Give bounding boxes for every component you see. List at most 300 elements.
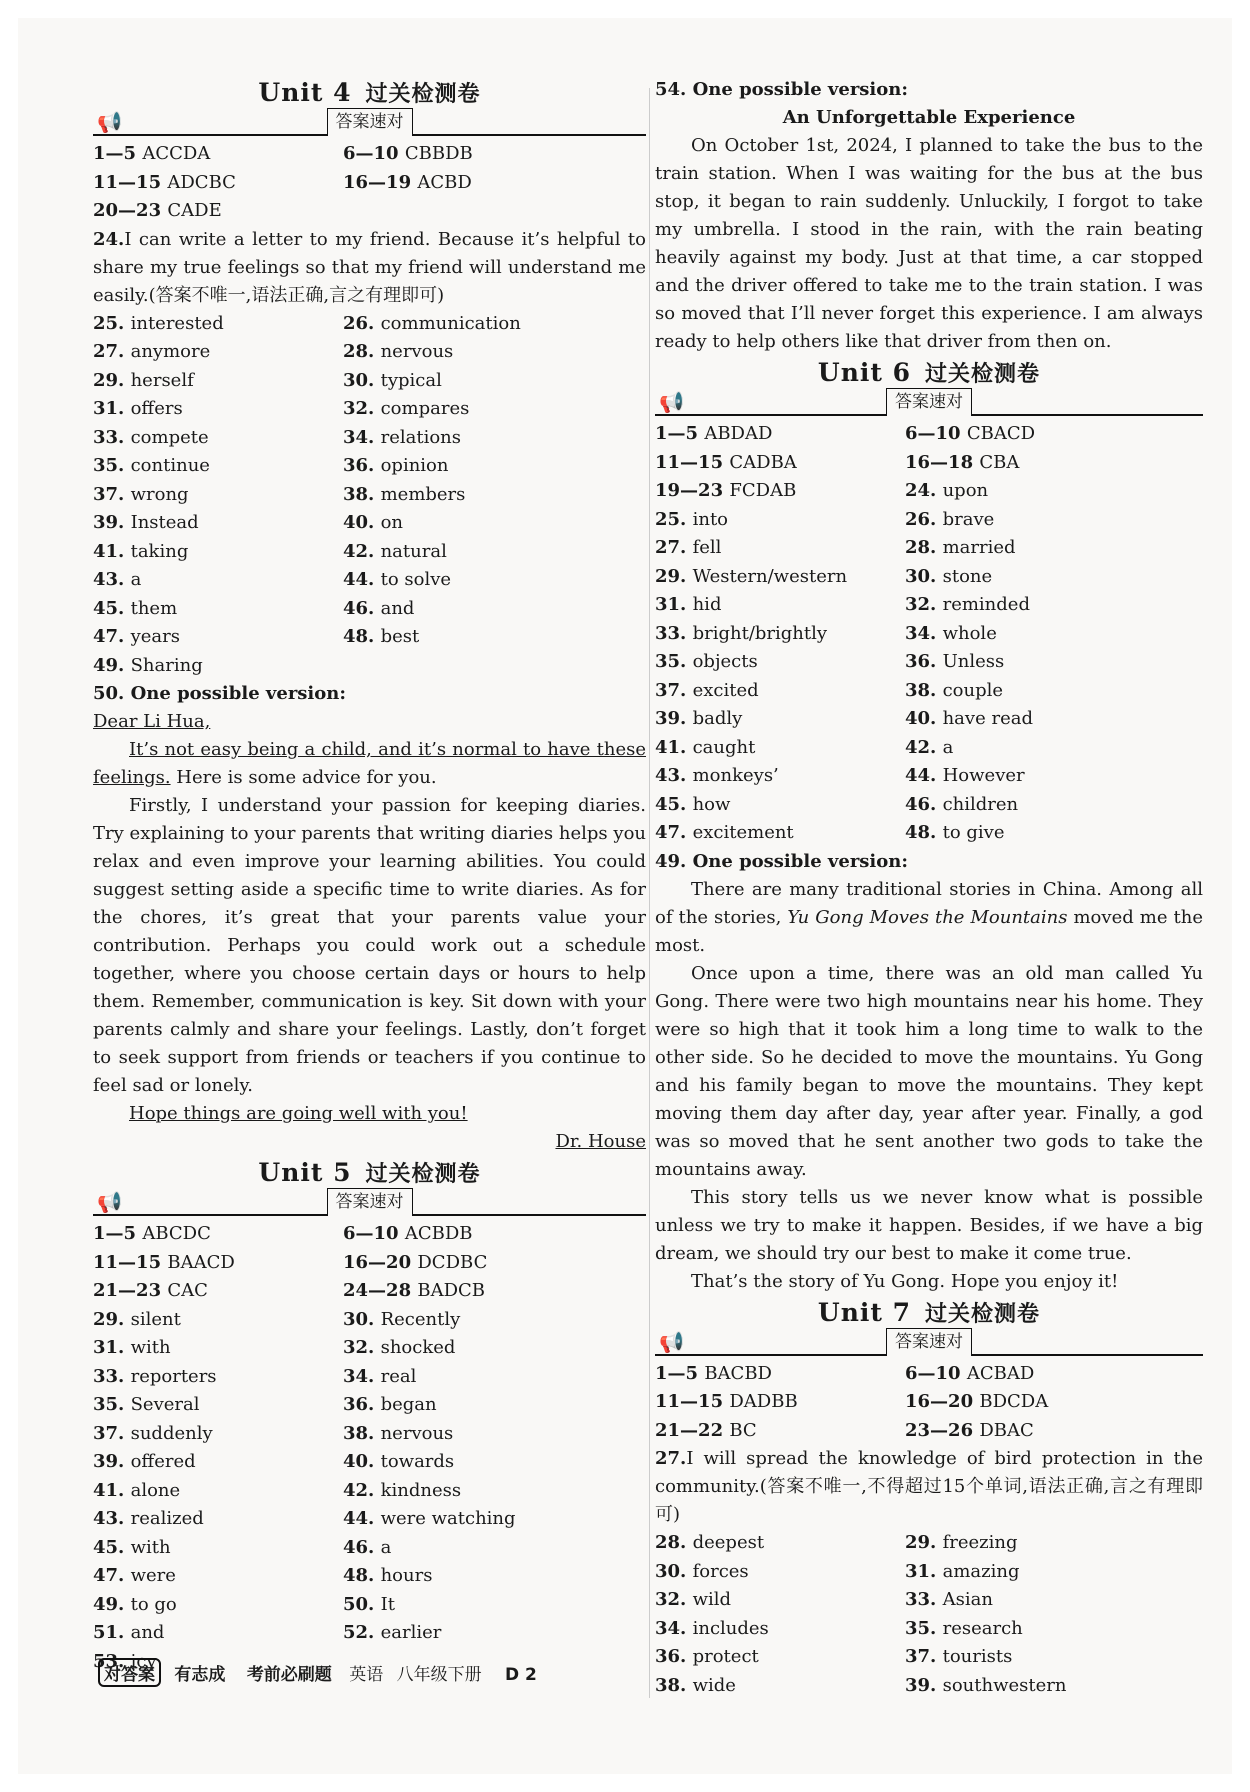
unit7-title <box>655 1296 1203 1330</box>
answer-cell <box>343 197 646 226</box>
answer-cell <box>93 1249 343 1278</box>
question-number: 45. <box>93 597 131 619</box>
question-number: 33. <box>905 1589 943 1610</box>
answer-value: brave <box>942 508 995 530</box>
question-number: 51. <box>93 1622 131 1643</box>
answer-value: relations <box>380 426 461 448</box>
unit5-answer-header <box>93 1190 646 1220</box>
answer-cell <box>343 1562 646 1591</box>
question-number: 42. <box>905 736 943 758</box>
answer-cell <box>343 1534 646 1563</box>
answer-cell <box>655 506 905 535</box>
question-number: 46. <box>905 793 943 815</box>
unit4-choice-answers <box>93 140 646 226</box>
unit5-title <box>93 1156 646 1190</box>
answer-cell <box>343 452 646 481</box>
answer-value: communication <box>380 312 521 334</box>
question-number: 32. <box>343 1337 381 1358</box>
question-number: 30. <box>905 565 943 587</box>
answer-cell <box>905 791 1203 820</box>
right-column <box>655 76 1203 1700</box>
answer-value: married <box>942 537 1016 558</box>
answer-value: taking <box>130 540 189 562</box>
answer-value: ACCDA <box>142 143 211 164</box>
question-number: 30. <box>343 369 381 391</box>
answer-cell <box>905 420 1203 449</box>
answer-value: ADCBC <box>167 171 236 193</box>
letter-closing-line <box>93 1100 646 1128</box>
answer-value: and <box>130 1622 165 1643</box>
question-number: 16—19 <box>343 171 418 193</box>
answer-value: BACBD <box>704 1362 772 1384</box>
answer-value: includes <box>692 1617 769 1639</box>
question-number: 52. <box>343 1622 381 1643</box>
question-number: 41. <box>93 1479 131 1501</box>
answer-value: towards <box>380 1451 455 1472</box>
answer-cell <box>343 338 646 367</box>
question-number: 33. <box>93 426 131 448</box>
question-number: 11—15 <box>93 1251 168 1273</box>
question-number: 36. <box>343 455 381 476</box>
question-number: 1—5 <box>93 1223 143 1244</box>
answer-cell <box>343 1448 646 1477</box>
answer-cell <box>905 819 1203 848</box>
answer-value: natural <box>380 540 447 562</box>
question-number: 40. <box>343 512 381 533</box>
answer-cell <box>655 1360 905 1389</box>
question-number: 37. <box>655 679 693 701</box>
answer-cell <box>655 1417 905 1446</box>
answer-cell <box>343 310 646 339</box>
answer-cell <box>905 1672 1203 1701</box>
answer-cell <box>343 1391 646 1420</box>
letter-underlined: It’s not easy being a child, and it’s normal to have these feelings. <box>93 739 646 788</box>
answer-cell <box>343 424 646 453</box>
answer-cell <box>93 1505 343 1534</box>
question-number: 1—5 <box>655 1362 705 1384</box>
question-number: 50. <box>343 1593 381 1615</box>
question-number: 40. <box>905 708 943 729</box>
question-number: 49. <box>93 654 131 676</box>
answer-cell <box>655 534 905 563</box>
letter-signature: Dr. House <box>555 1131 646 1152</box>
question-number: 33. <box>655 622 693 644</box>
answer-value: compares <box>380 398 470 419</box>
question-number: 28. <box>343 341 381 362</box>
question-number: 31. <box>905 1560 943 1582</box>
answer-value: Unless <box>942 651 1005 672</box>
answer-value: excited <box>692 679 759 701</box>
question-number: 24. <box>905 480 943 501</box>
answer-cell <box>343 1591 646 1620</box>
answer-cell <box>655 1643 905 1672</box>
answer-cell <box>343 481 646 510</box>
unit-subtitle: 过关检测卷 <box>925 1301 1041 1327</box>
answer-cell <box>93 623 343 652</box>
answer-cell <box>655 734 905 763</box>
essay-title: An Unforgettable Experience <box>782 107 1076 128</box>
answer-value: suddenly <box>130 1422 213 1444</box>
question-number: 25. <box>655 508 693 530</box>
question-number: 53. <box>93 1650 131 1672</box>
q-answer: I can write a letter to my friend. Because it’s helpful to share my true feelings so that my friend will understand me easily.(答案不唯一,语法正确,言之有理即可) <box>93 228 646 306</box>
question-number: 6—10 <box>905 1362 967 1384</box>
answer-cell <box>905 1529 1203 1558</box>
answer-cell <box>93 1477 343 1506</box>
answer-cell <box>655 1586 905 1615</box>
question-number: 42. <box>343 540 381 562</box>
answer-cell <box>905 762 1203 791</box>
answer-cell <box>905 449 1203 478</box>
q54-essay: On October 1st, 2024, I planned to take the bus to the train station. When I was waiting for the bus at the bus stop, it began to rain suddenly. Unluckily, I forgot to take my umbrella. I stood in the rain, with the rain beating heavily against my body. Just at that time, a car stopped and the driver offered to take me to the train station. I was so moved that I’ll never forget this experience. I am always ready to help others like that driver from then on. <box>655 135 1203 352</box>
answer-value: ABCDC <box>142 1223 211 1244</box>
answer-value: Several <box>130 1394 200 1415</box>
answer-value: typical <box>380 369 442 391</box>
answer-cell <box>343 652 646 681</box>
question-number: 39. <box>93 1451 131 1472</box>
question-number: 36. <box>655 1646 693 1667</box>
answer-cell <box>655 1615 905 1644</box>
answer-value: nervous <box>380 1422 454 1444</box>
answer-cell <box>343 1334 646 1363</box>
question-number: 1—5 <box>655 423 705 444</box>
answer-value: research <box>942 1617 1023 1639</box>
question-number: 30. <box>655 1560 693 1582</box>
answer-tag: 答案速对 <box>886 1328 972 1356</box>
answer-cell <box>343 566 646 595</box>
answer-value: forces <box>692 1560 749 1582</box>
unit-title-text: Unit 6 <box>817 358 912 387</box>
answer-cell <box>343 1249 646 1278</box>
answer-value: FCDAB <box>729 480 797 501</box>
answer-value: DBAC <box>979 1419 1034 1441</box>
question-number: 33. <box>93 1365 131 1387</box>
answer-cell <box>655 791 905 820</box>
answer-cell <box>93 1391 343 1420</box>
question-number: 30. <box>343 1308 381 1330</box>
answer-value: with <box>130 1337 171 1358</box>
question-number: 37. <box>93 1422 131 1444</box>
answer-value: CBACD <box>966 423 1036 444</box>
answer-value: It <box>380 1593 395 1615</box>
question-number: 39. <box>655 708 693 729</box>
answer-value: wild <box>692 1589 732 1610</box>
answer-value: a <box>942 736 954 758</box>
answer-cell <box>905 734 1203 763</box>
answer-value: began <box>380 1394 437 1415</box>
answer-cell <box>343 367 646 396</box>
story-text: There are many traditional stories in China. Among all of the stories, <box>655 878 1203 928</box>
question-number: 49. <box>93 1593 131 1615</box>
answer-cell <box>93 424 343 453</box>
answer-value: have read <box>942 708 1033 729</box>
answer-cell <box>655 762 905 791</box>
answer-value: whole <box>942 622 997 644</box>
answer-cell <box>905 1586 1203 1615</box>
unit7-q27 <box>655 1445 1203 1529</box>
unit-subtitle: 过关检测卷 <box>365 1162 481 1187</box>
answer-cell <box>905 1360 1203 1389</box>
answer-value: CADE <box>167 200 222 221</box>
question-number: 35. <box>93 455 131 476</box>
question-number: 46. <box>343 597 381 619</box>
unit-subtitle: 过关检测卷 <box>365 82 481 107</box>
answer-value: members <box>380 483 466 505</box>
question-number: 31. <box>655 594 693 615</box>
question-number: 21—23 <box>93 1280 168 1301</box>
q-answer: I will spread the knowledge of bird protection in the community.(答案不唯一,不得超过15个单词,语法正确,言之有理即可) <box>655 1448 1203 1525</box>
question-number: 21—22 <box>655 1419 730 1441</box>
unit6-fill-answers <box>655 506 1203 848</box>
answer-cell <box>93 1448 343 1477</box>
question-number: 44. <box>343 569 381 590</box>
question-number: 31. <box>93 1337 131 1358</box>
question-number: 38. <box>905 679 943 701</box>
answer-value: Recently <box>380 1308 461 1330</box>
answer-cell <box>343 1306 646 1335</box>
answer-cell <box>905 477 1203 506</box>
answer-value: bright/brightly <box>692 622 828 644</box>
answer-value: excitement <box>692 822 794 843</box>
answer-value: CADBA <box>729 451 797 473</box>
answer-cell <box>93 452 343 481</box>
q-number: 24. <box>93 228 125 250</box>
answer-cell <box>93 566 343 595</box>
question-number: 35. <box>655 651 693 672</box>
answer-cell <box>655 1672 905 1701</box>
answer-cell <box>93 595 343 624</box>
question-number: 34. <box>343 426 381 448</box>
answer-value: compete <box>130 426 209 448</box>
question-number: 31. <box>93 398 131 419</box>
question-number: 47. <box>93 1565 131 1586</box>
answer-value: stone <box>942 565 993 587</box>
question-number: 16—20 <box>343 1251 418 1273</box>
answer-value: continue <box>130 455 210 476</box>
question-number: 11—15 <box>93 171 168 193</box>
answer-value: icy <box>130 1650 157 1672</box>
question-number: 11—15 <box>655 1391 730 1412</box>
answer-cell <box>93 140 343 169</box>
answer-cell <box>93 310 343 339</box>
answer-cell <box>343 1619 646 1648</box>
question-number: 35. <box>93 1394 131 1415</box>
answer-cell <box>905 1643 1203 1672</box>
answer-value: Asian <box>942 1589 993 1610</box>
question-number: 25. <box>93 312 131 334</box>
answer-cell <box>655 677 905 706</box>
answer-cell <box>343 1363 646 1392</box>
answer-cell <box>905 1417 1203 1446</box>
answer-cell <box>343 1505 646 1534</box>
letter-text: Here is some advice for you. <box>170 767 437 788</box>
question-number: 19—23 <box>655 480 730 501</box>
answer-value: children <box>942 793 1019 815</box>
answer-sheet-page <box>18 18 1232 1774</box>
answer-cell <box>905 1615 1203 1644</box>
unit4-fill-answers <box>93 310 646 681</box>
answer-value: realized <box>130 1508 204 1529</box>
answer-value: best <box>380 626 420 647</box>
question-number: 39. <box>93 512 131 533</box>
answer-value: shocked <box>380 1337 456 1358</box>
answer-cell <box>343 1420 646 1449</box>
question-number: 6—10 <box>343 1223 405 1244</box>
answer-cell <box>343 1220 646 1249</box>
question-number: 32. <box>343 398 381 419</box>
question-number: 32. <box>905 594 943 615</box>
answer-value: wide <box>692 1674 736 1696</box>
answer-value: southwestern <box>942 1674 1067 1696</box>
question-number: 23—26 <box>905 1419 980 1441</box>
question-number: 44. <box>343 1508 381 1529</box>
footer-grade: 八年级下册 <box>396 1665 482 1685</box>
answer-cell <box>905 563 1203 592</box>
question-number: 41. <box>655 736 693 758</box>
page-footer <box>98 1658 537 1687</box>
answer-value: objects <box>692 651 758 672</box>
answer-value: offers <box>130 398 183 419</box>
unit7-choice-answers <box>655 1360 1203 1446</box>
answer-cell <box>655 1558 905 1587</box>
letter-para-2: Firstly, I understand your passion for keeping diaries. Try explaining to your parents that writing diaries helps you relax and even improve your learning abilities. You could suggest setting aside a specific time to write diaries. As for the chores, it’s great that your parents value your contribution. Perhaps you could work out a schedule together, where you choose certain days or hours to help them. Remember, communication is key. Sit down with your parents calmly and share your feelings. Lastly, don’t forget to seek support from friends or teachers if you continue to feel sad or lonely. <box>93 795 646 1096</box>
answer-tag: 答案速对 <box>886 388 972 416</box>
question-number: 47. <box>655 822 693 843</box>
answer-cell <box>343 595 646 624</box>
question-number: 26. <box>905 508 943 530</box>
brand-logo: 对答案 <box>98 1658 161 1687</box>
question-number: 43. <box>93 569 131 590</box>
story-para-4: That’s the story of Yu Gong. Hope you enjoy it! <box>691 1270 1119 1292</box>
unit4-answer-header <box>93 110 646 140</box>
answer-cell <box>655 420 905 449</box>
answer-value: silent <box>130 1308 181 1330</box>
question-number: 47. <box>93 626 131 647</box>
answer-value: real <box>380 1365 417 1387</box>
question-number: 32. <box>655 1589 693 1610</box>
answer-cell <box>343 538 646 567</box>
unit6-q49-head: 49. One possible version: <box>655 850 909 872</box>
answer-value: a <box>380 1536 392 1558</box>
answer-value: deepest <box>692 1532 765 1553</box>
question-number: 36. <box>343 1394 381 1415</box>
answer-value: caught <box>692 736 756 758</box>
answer-cell <box>655 591 905 620</box>
left-column <box>93 76 646 1676</box>
question-number: 29. <box>655 565 693 587</box>
answer-cell <box>343 140 646 169</box>
answer-value: and <box>380 597 415 619</box>
answer-cell <box>93 1619 343 1648</box>
answer-value: Sharing <box>130 654 203 676</box>
question-number: 6—10 <box>905 423 967 444</box>
footer-brand: 有志成 <box>174 1665 226 1685</box>
answer-cell <box>905 677 1203 706</box>
answer-value: couple <box>942 679 1004 701</box>
answer-cell <box>905 1388 1203 1417</box>
answer-cell <box>93 1534 343 1563</box>
answer-value: opinion <box>380 455 449 476</box>
answer-cell <box>655 819 905 848</box>
answer-cell <box>905 1558 1203 1587</box>
answer-value: to solve <box>380 569 452 590</box>
question-number: 41. <box>93 540 131 562</box>
answer-tag: 答案速对 <box>327 1188 413 1216</box>
answer-value: with <box>130 1536 171 1558</box>
answer-value: them <box>130 597 178 619</box>
answer-cell <box>343 395 646 424</box>
answer-cell <box>93 1220 343 1249</box>
question-number: 24—28 <box>343 1280 418 1301</box>
question-number: 44. <box>905 765 943 786</box>
answer-cell <box>905 506 1203 535</box>
question-number: 20—23 <box>93 200 168 221</box>
answer-cell <box>93 481 343 510</box>
answer-cell <box>93 1306 343 1335</box>
answer-cell <box>93 197 343 226</box>
answer-cell <box>655 449 905 478</box>
answer-value: fell <box>692 537 722 558</box>
footer-subject: 英语 <box>349 1665 384 1685</box>
answer-value: into <box>692 508 729 530</box>
answer-cell <box>655 648 905 677</box>
answer-cell <box>655 1388 905 1417</box>
question-number: 29. <box>93 1308 131 1330</box>
answer-cell <box>905 534 1203 563</box>
answer-value: reporters <box>130 1365 217 1387</box>
answer-value: anymore <box>130 341 211 362</box>
answer-value: interested <box>130 312 224 334</box>
answer-cell <box>93 1562 343 1591</box>
answer-value: DADBB <box>729 1391 798 1412</box>
unit7-fill-answers <box>655 1529 1203 1700</box>
answer-value: on <box>380 512 404 533</box>
answer-cell <box>655 1529 905 1558</box>
answer-cell <box>93 538 343 567</box>
answer-value: herself <box>130 369 194 391</box>
answer-cell <box>93 652 343 681</box>
question-number: 11—15 <box>655 451 730 473</box>
unit4-q24 <box>93 226 646 310</box>
answer-cell <box>93 1277 343 1306</box>
answer-value: ACBDB <box>404 1223 473 1244</box>
answer-cell <box>93 395 343 424</box>
question-number: 45. <box>93 1536 131 1558</box>
question-number: 37. <box>905 1646 943 1667</box>
answer-cell <box>93 1591 343 1620</box>
answer-value: ACBD <box>417 171 472 193</box>
q54-head: 54. One possible version: <box>655 79 909 100</box>
question-number: 45. <box>655 793 693 815</box>
answer-cell <box>655 620 905 649</box>
question-number: 40. <box>343 1451 381 1472</box>
question-number: 16—20 <box>905 1391 980 1412</box>
answer-cell <box>343 169 646 198</box>
question-number: 48. <box>343 626 381 647</box>
answer-value: BAACD <box>167 1251 235 1273</box>
question-number: 37. <box>93 483 131 505</box>
answer-value: However <box>942 765 1025 786</box>
answer-value: nervous <box>380 341 454 362</box>
answer-value: wrong <box>130 483 189 505</box>
answer-value: upon <box>942 480 989 501</box>
unit5-fill-answers <box>93 1306 646 1677</box>
unit-title-text: Unit 4 <box>258 78 352 107</box>
unit-subtitle: 过关检测卷 <box>925 362 1041 387</box>
answer-cell <box>655 477 905 506</box>
question-number: 38. <box>655 1674 693 1696</box>
unit-title-text: Unit 7 <box>817 1297 912 1327</box>
